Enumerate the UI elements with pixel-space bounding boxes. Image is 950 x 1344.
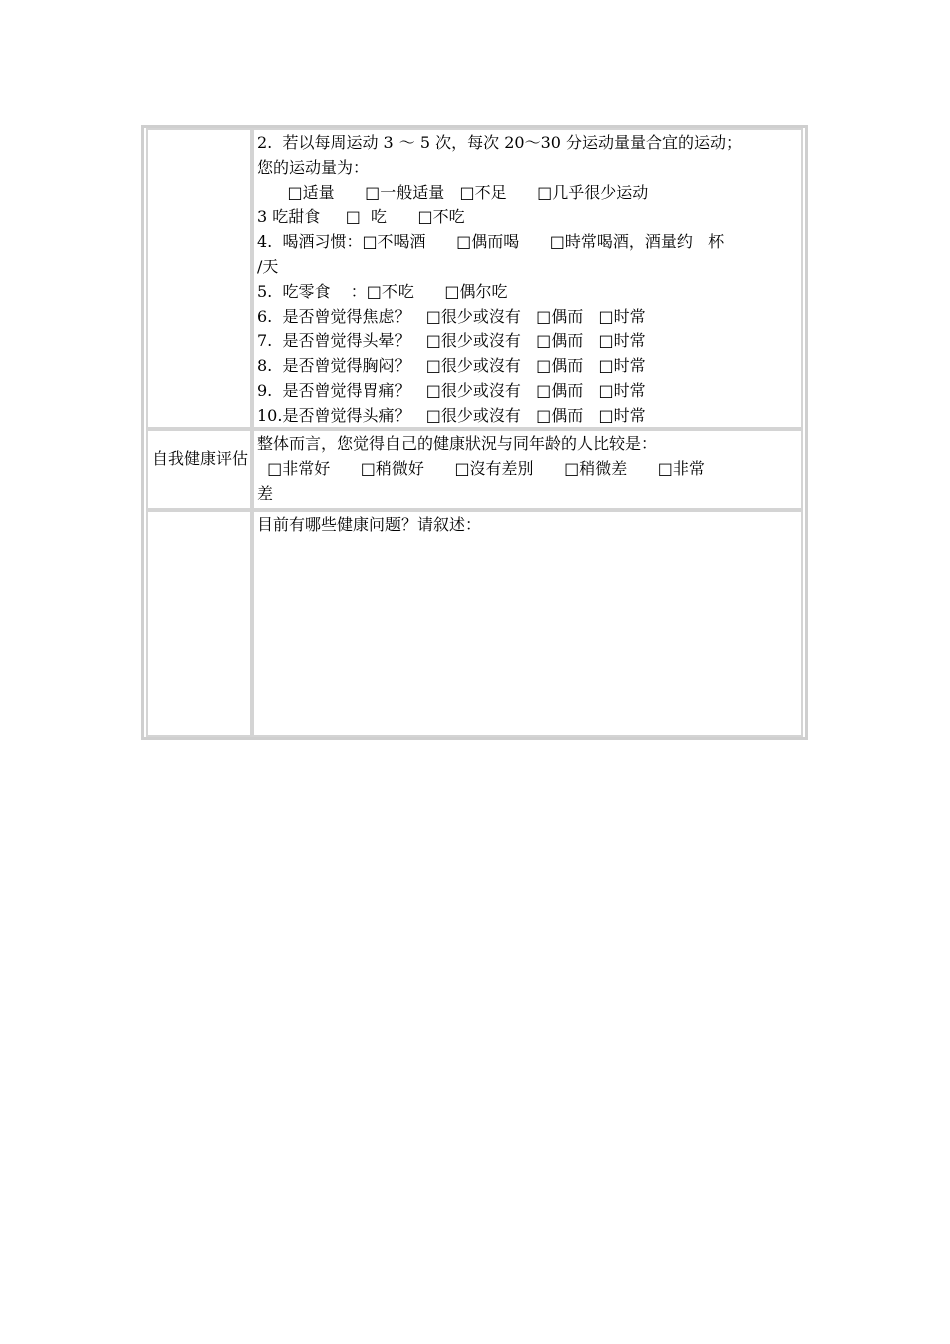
health-questionnaire-table xyxy=(141,125,808,740)
self-assessment-label-cell xyxy=(146,429,252,510)
lifestyle-question-line: 3 吃甜食 □ 吃 □不吃 xyxy=(257,207,465,227)
health-problems-label-cell xyxy=(146,510,252,737)
self-assessment-content xyxy=(257,432,800,506)
lifestyle-question-line: 您的运动量为： xyxy=(257,157,370,177)
lifestyle-question-line: 2. 若以每周运动 3 ～ 5 次，每次 20～30 分运动量量合宜的运动； xyxy=(257,133,743,152)
lifestyle-question-line: 8. 是否曾觉得胸闷？ □很少或沒有 □偶而 □时常 xyxy=(257,356,646,376)
lifestyle-question-line: 6. 是否曾觉得焦虑？ □很少或沒有 □偶而 □时常 xyxy=(257,306,646,326)
self-assessment-row xyxy=(144,429,805,510)
health-problems-content xyxy=(257,513,800,538)
health-problems-prompt: 目前有哪些健康问题？请叙述： xyxy=(257,515,482,534)
self-assessment-question: 整体而言，您觉得自己的健康狀況与同年龄的人比较是： xyxy=(257,434,658,453)
lifestyle-row xyxy=(144,128,805,429)
health-problems-cell xyxy=(252,510,803,737)
lifestyle-label-cell xyxy=(146,128,252,429)
self-assessment-options-wrap: 差 xyxy=(257,483,274,503)
lifestyle-question-list xyxy=(257,131,800,429)
lifestyle-question-line: 7. 是否曾觉得头晕？ □很少或沒有 □偶而 □时常 xyxy=(257,331,646,351)
lifestyle-question-line: 10.是否曾觉得头痛？ □很少或沒有 □偶而 □时常 xyxy=(257,405,646,425)
lifestyle-question-line: □适量 □一般适量 □不足 □几乎很少运动 xyxy=(257,182,649,202)
lifestyle-question-line: 4. 喝酒习惯：□不喝酒 □偶而喝 □時常喝酒，酒量约 杯 xyxy=(257,232,725,252)
self-assessment-options: □非常好 □稍微好 □沒有差別 □稍微差 □非常 xyxy=(257,458,705,478)
health-problems-row xyxy=(144,510,805,737)
lifestyle-question-line: 5. 吃零食 ：□不吃 □偶尔吃 xyxy=(257,281,508,301)
lifestyle-question-line: /天 xyxy=(257,256,279,276)
lifestyle-questions-cell xyxy=(252,128,803,429)
self-assessment-label: 自我健康评估 xyxy=(152,449,249,468)
self-assessment-cell xyxy=(252,429,803,510)
lifestyle-question-line: 9. 是否曾觉得胃痛？ □很少或沒有 □偶而 □时常 xyxy=(257,380,646,400)
